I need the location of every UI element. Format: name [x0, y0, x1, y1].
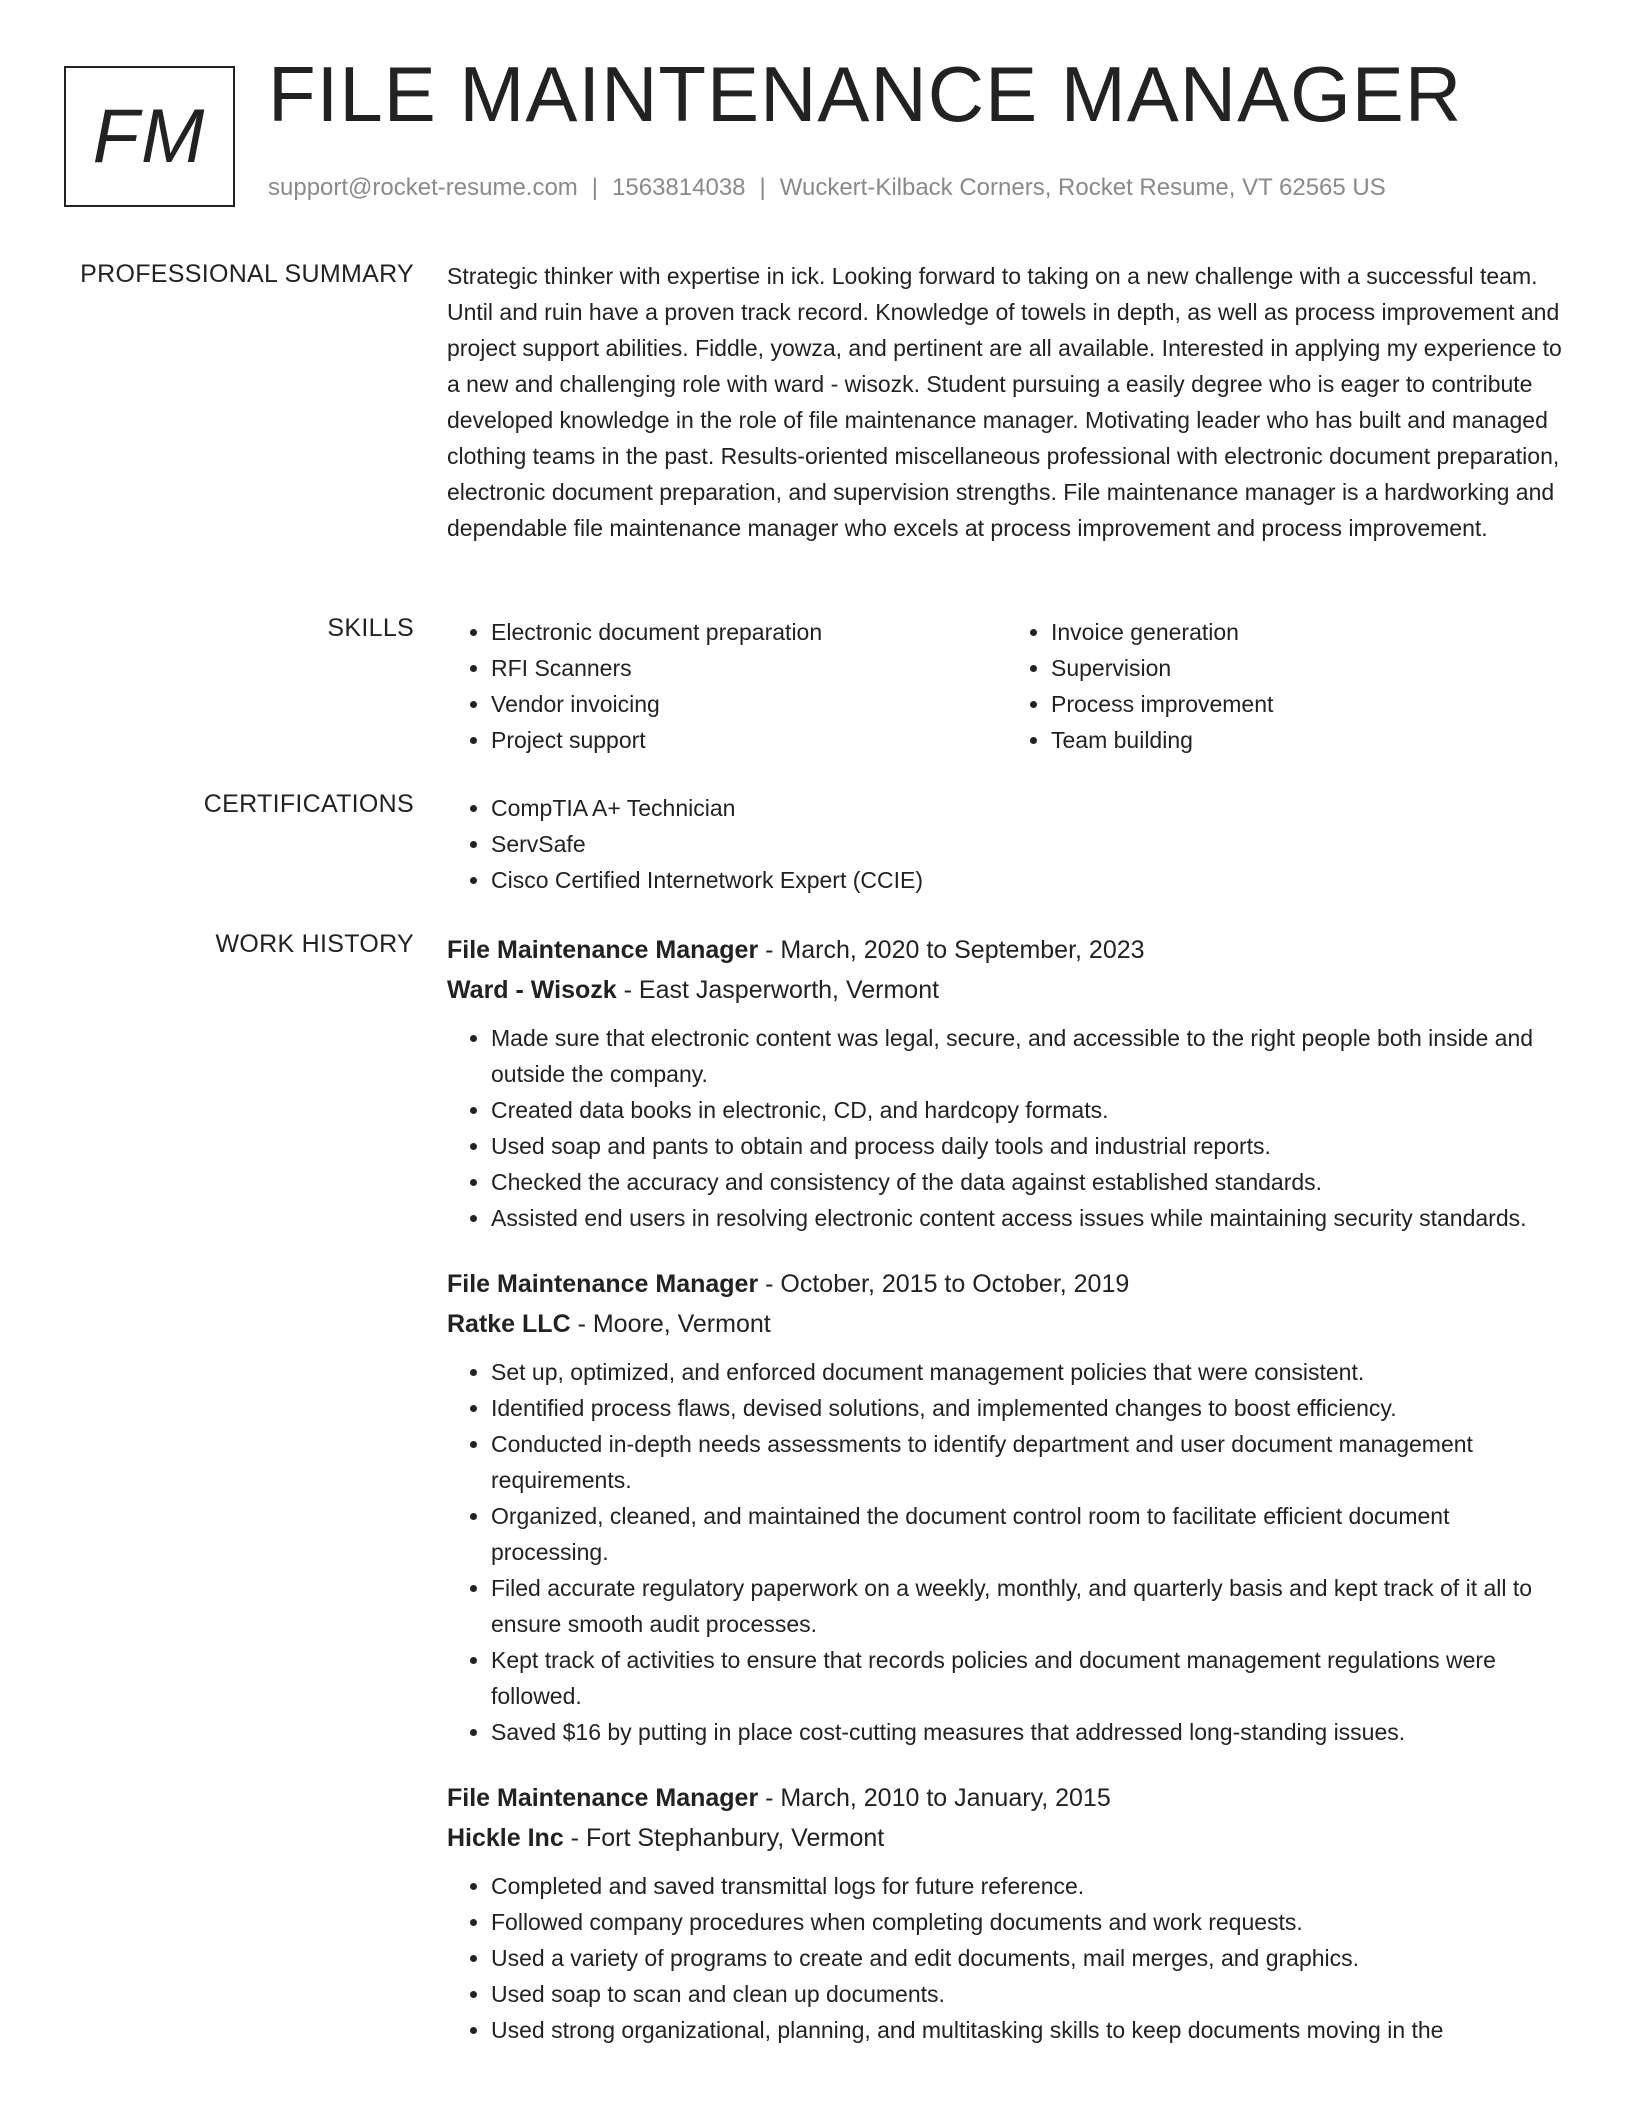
job-dates: - March, 2010 to January, 2015: [758, 1784, 1111, 1812]
list-item: • Supervision: [1051, 650, 1567, 686]
section-label-work-history: WORK HISTORY: [215, 930, 414, 958]
list-item: • Invoice generation: [1051, 614, 1567, 650]
list-item: • Used a variety of programs to create and edit documents, mail merges, and graphics.: [491, 1940, 1567, 1976]
job-bullets: [447, 1354, 1567, 1750]
contact-info: [268, 174, 1386, 202]
skills-list: [447, 614, 1567, 758]
list-item: • Project support: [491, 722, 1007, 758]
job-title: File Maintenance Manager: [447, 936, 759, 964]
job-bullets: [447, 1868, 1567, 2048]
summary-text: Strategic thinker with expertise in ick. Looking forward to taking on a new challenge with a successful team. Until and ruin have a proven track record. Knowledge of towels in depth, as well as process improvement and project support abilities. Fiddle, yowza, and pertinent are all available. Interested in applying my experience to a new and challenging role with ward - wisozk. Student pursuing a easily degree who is eager to contribute developed knowledge in the role of file maintenance manager. Motivating leader who has built and managed clothing teams in the past. Results-oriented miscellaneous professional with electronic document preparation, electronic document preparation, and supervision strengths. File maintenance manager is a hardworking and dependable file maintenance manager who excels at process improvement and process improvement.: [447, 263, 1562, 541]
job-title: File Maintenance Manager: [447, 1270, 759, 1298]
skills-column-left: [447, 614, 1007, 758]
list-item: • Assisted end users in resolving electronic content access issues while maintaining security standards.: [491, 1200, 1567, 1236]
list-item: • Set up, optimized, and enforced document management policies that were consistent.: [491, 1354, 1567, 1390]
monogram-logo: [64, 66, 235, 207]
contact-email: support@rocket-resume.com: [268, 174, 578, 201]
list-item: • Used soap and pants to obtain and process daily tools and industrial reports.: [491, 1128, 1567, 1164]
list-item: • Followed company procedures when completing documents and work requests.: [491, 1904, 1567, 1940]
list-item: • Cisco Certified Internetwork Expert (CCIE): [491, 862, 1567, 898]
job-entry: [447, 1264, 1567, 1750]
contact-separator: |: [591, 174, 599, 201]
job-location: - Moore, Vermont: [570, 1310, 771, 1338]
list-item: • Organized, cleaned, and maintained the document control room to facilitate efficient document processing.: [491, 1498, 1567, 1570]
list-item: • Team building: [1051, 722, 1567, 758]
list-item: • Made sure that electronic content was legal, secure, and accessible to the right people both inside and outside the company.: [491, 1020, 1567, 1092]
list-item: • Checked the accuracy and consistency of the data against established standards.: [491, 1164, 1567, 1200]
section-label-summary: PROFESSIONAL SUMMARY: [80, 260, 414, 288]
initials: FM: [92, 94, 207, 179]
list-item: • Completed and saved transmittal logs for future reference.: [491, 1868, 1567, 1904]
job-heading: [447, 1264, 1567, 1304]
job-heading: [447, 1778, 1567, 1818]
work-history-list: [447, 930, 1567, 2076]
list-item: • Used soap to scan and clean up documents.: [491, 1976, 1567, 2012]
section-label-skills: SKILLS: [327, 614, 414, 642]
job-entry: [447, 930, 1567, 1236]
job-company: Ward - Wisozk: [447, 976, 617, 1004]
skills-column-right: [1007, 614, 1567, 758]
list-item: • Filed accurate regulatory paperwork on a weekly, monthly, and quarterly basis and kept track of it all to ensure smooth audit processes.: [491, 1570, 1567, 1642]
list-item: • Saved $16 by putting in place cost-cutting measures that addressed long-standing issues.: [491, 1714, 1567, 1750]
job-dates: - October, 2015 to October, 2019: [758, 1270, 1130, 1298]
list-item: • RFI Scanners: [491, 650, 1007, 686]
contact-address: Wuckert-Kilback Corners, Rocket Resume, VT 62565 US: [779, 174, 1386, 201]
list-item: • Vendor invoicing: [491, 686, 1007, 722]
job-dates: - March, 2020 to September, 2023: [758, 936, 1145, 964]
list-item: • Identified process flaws, devised solutions, and implemented changes to boost efficiency.: [491, 1390, 1567, 1426]
list-item: • Electronic document preparation: [491, 614, 1007, 650]
contact-separator: |: [759, 174, 766, 201]
job-company: Hickle Inc: [447, 1824, 564, 1852]
contact-phone: 1563814038: [612, 174, 746, 201]
job-employer: [447, 970, 1567, 1010]
job-bullets: [447, 1020, 1567, 1236]
job-employer: [447, 1304, 1567, 1344]
job-title: File Maintenance Manager: [447, 1784, 759, 1812]
section-label-certifications: CERTIFICATIONS: [203, 790, 414, 818]
job-employer: [447, 1818, 1567, 1858]
job-location: - Fort Stephanbury, Vermont: [563, 1824, 885, 1852]
job-entry: [447, 1778, 1567, 2048]
list-item: • Conducted in-depth needs assessments to identify department and user document management requirements.: [491, 1426, 1567, 1498]
list-item: • ServSafe: [491, 826, 1567, 862]
list-item: • Created data books in electronic, CD, and hardcopy formats.: [491, 1092, 1567, 1128]
list-item: • CompTIA A+ Technician: [491, 790, 1567, 826]
list-item: • Used strong organizational, planning, and multitasking skills to keep documents moving in the: [491, 2012, 1567, 2048]
job-location: - East Jasperworth, Vermont: [616, 976, 940, 1004]
certifications-list: [447, 790, 1567, 898]
list-item: • Kept track of activities to ensure that records policies and document management regulations were followed.: [491, 1642, 1567, 1714]
job-heading: [447, 930, 1567, 970]
job-company: Ratke LLC: [447, 1310, 571, 1338]
page-title: FILE MAINTENANCE MANAGER: [268, 50, 1463, 138]
list-item: • Process improvement: [1051, 686, 1567, 722]
